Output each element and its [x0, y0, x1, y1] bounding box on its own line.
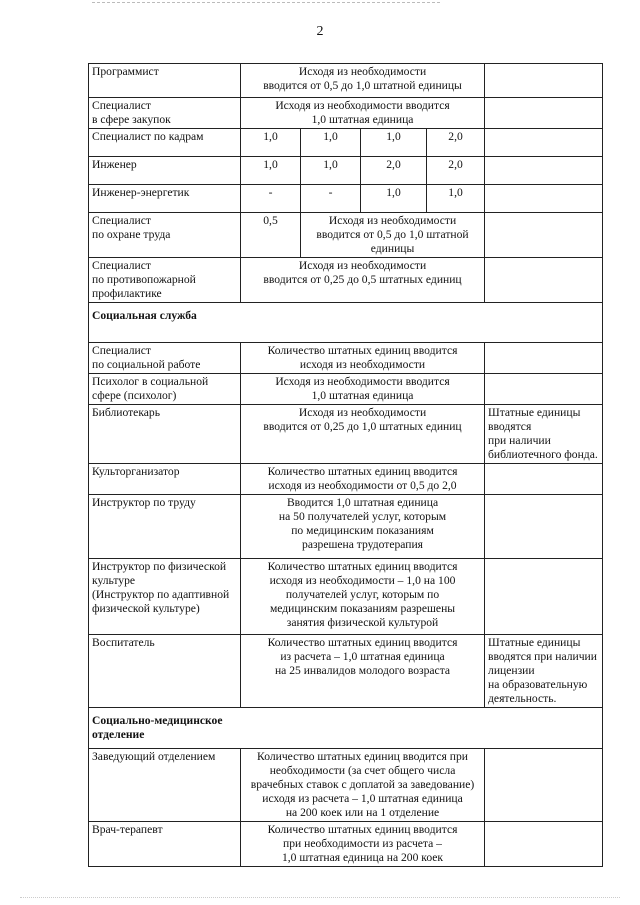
staff-count: 1,0 [241, 157, 301, 185]
remark [485, 213, 603, 258]
staff-count: 1,0 [301, 157, 361, 185]
staff-count: 1,0 [427, 185, 485, 213]
position-name: Врач-терапевт [89, 822, 241, 867]
staffing-note: Исходя из необходимости вводится 1,0 штатная единица [241, 374, 485, 405]
staffing-note: Количество штатных единиц вводится из расчета – 1,0 штатная единица на 25 инвалидов молодого возраста [241, 635, 485, 708]
bottom-scan-line [20, 897, 620, 898]
staff-count: 1,0 [301, 129, 361, 157]
remark [485, 495, 603, 559]
remark [485, 343, 603, 374]
staffing-note: Исходя из необходимости вводится от 0,25 до 0,5 штатных единиц [241, 258, 485, 303]
staff-count: 0,5 [241, 213, 301, 258]
page-number: 2 [316, 24, 324, 39]
position-name: Специалист по социальной работе [89, 343, 241, 374]
staffing-note: Количество штатных единиц вводится исходя из необходимости – 1,0 на 100 получателей услуг, которым по медицинским показаниям разрешены занятия физической культурой [241, 559, 485, 635]
remark [485, 258, 603, 303]
table-row [89, 464, 603, 495]
position-name: Специалист по охране труда [89, 213, 241, 258]
position-name: Инженер [89, 157, 241, 185]
staffing-note: Исходя из необходимости вводится от 0,5 до 1,0 штатной единицы [301, 213, 485, 258]
remark [485, 157, 603, 185]
position-name: Инженер-энергетик [89, 185, 241, 213]
table-row [89, 343, 603, 374]
staffing-note: Вводится 1,0 штатная единица на 50 получателей услуг, которым по медицинским показаниям разрешена трудотерапия [241, 495, 485, 559]
section-title: Социально-медицинское отделение [89, 708, 603, 749]
staffing-note: Исходя из необходимости вводится от 0,25 до 1,0 штатных единиц [241, 405, 485, 464]
position-name: Библиотекарь [89, 405, 241, 464]
position-name: Инструктор по труду [89, 495, 241, 559]
staff-count: 2,0 [427, 129, 485, 157]
staff-count: 1,0 [361, 129, 427, 157]
position-name: Психолог в социальной сфере (психолог) [89, 374, 241, 405]
section-row [89, 303, 603, 343]
table-row [89, 157, 603, 185]
position-name: Инструктор по физической культуре (Инструктор по адаптивной физической культуре) [89, 559, 241, 635]
remark [485, 374, 603, 405]
table-row [89, 185, 603, 213]
staffing-note: Исходя из необходимости вводится 1,0 штатная единица [241, 98, 485, 129]
remark: Штатные единицы вводятся при наличии библиотечного фонда. [485, 405, 603, 464]
staffing-note: Количество штатных единиц вводится при необходимости (за счет общего числа врачебных ставок с доплатой за заведование) исходя из расчета – 1,0 штатная единица на 200 коек или на 1 отделение [241, 749, 485, 822]
staff-count: 1,0 [241, 129, 301, 157]
remark [485, 822, 603, 867]
section-title: Социальная служба [89, 303, 603, 343]
table-row [89, 559, 603, 635]
table-row [89, 98, 603, 129]
table-row [89, 213, 603, 258]
table-row [89, 822, 603, 867]
staff-count: - [241, 185, 301, 213]
table-row [89, 374, 603, 405]
table-row [89, 749, 603, 822]
staffing-note: Количество штатных единиц вводится исходя из необходимости [241, 343, 485, 374]
table-row [89, 635, 603, 708]
staffing-note: Исходя из необходимости вводится от 0,5 до 1,0 штатной единицы [241, 64, 485, 98]
staff-count: 2,0 [361, 157, 427, 185]
staff-count: - [301, 185, 361, 213]
remark [485, 464, 603, 495]
position-name: Специалист по противопожарной профилактике [89, 258, 241, 303]
staffing-note: Количество штатных единиц вводится исходя из необходимости от 0,5 до 2,0 [241, 464, 485, 495]
table-row [89, 64, 603, 98]
top-scan-line [92, 2, 440, 3]
position-name: Программист [89, 64, 241, 98]
position-name: Специалист в сфере закупок [89, 98, 241, 129]
remark [485, 749, 603, 822]
position-name: Культорганизатор [89, 464, 241, 495]
staff-count: 2,0 [427, 157, 485, 185]
table-row [89, 258, 603, 303]
remark [485, 98, 603, 129]
staff-count: 1,0 [361, 185, 427, 213]
position-name: Заведующий отделением [89, 749, 241, 822]
position-name: Специалист по кадрам [89, 129, 241, 157]
remark [485, 185, 603, 213]
remark [485, 559, 603, 635]
table-row [89, 129, 603, 157]
remark [485, 129, 603, 157]
remark [485, 64, 603, 98]
remark: Штатные единицы вводятся при наличии лицензии на образовательную деятельность. [485, 635, 603, 708]
table-row [89, 495, 603, 559]
table-row [89, 405, 603, 464]
section-row [89, 708, 603, 749]
staffing-note: Количество штатных единиц вводится при необходимости из расчета – 1,0 штатная единица на 200 коек [241, 822, 485, 867]
staffing-table [88, 63, 603, 867]
position-name: Воспитатель [89, 635, 241, 708]
